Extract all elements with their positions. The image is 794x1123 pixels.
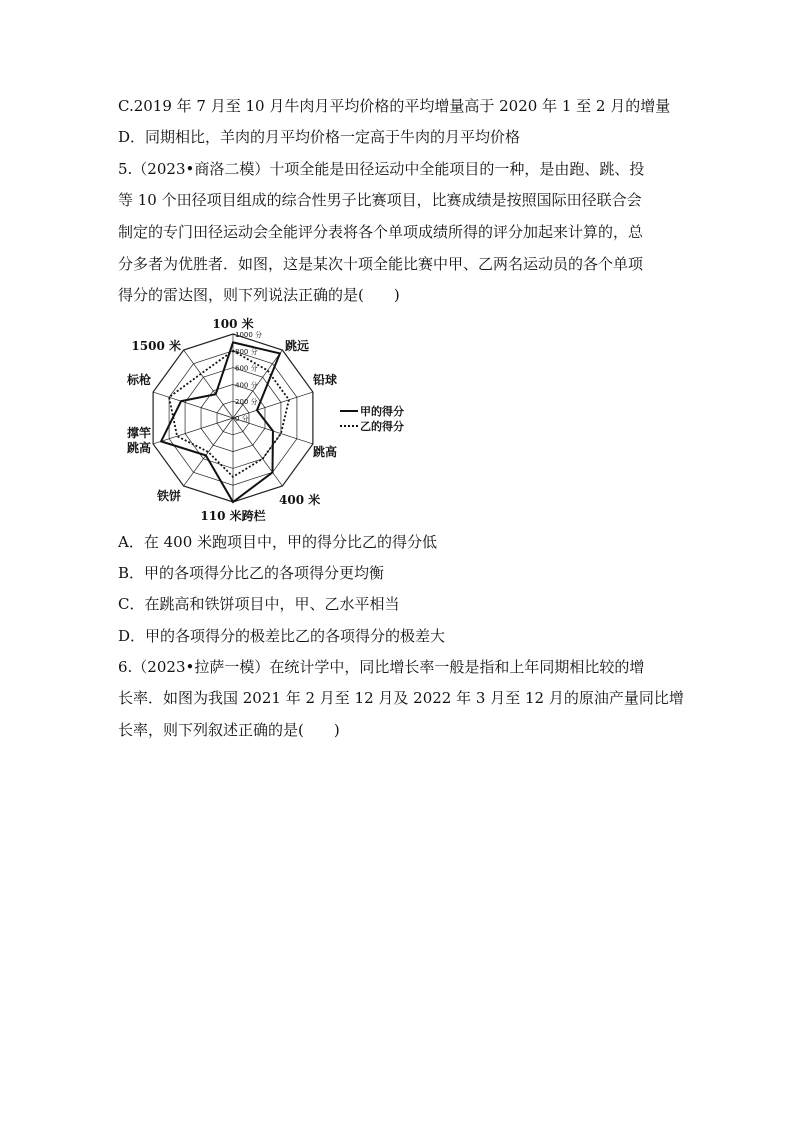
category-label: 标枪 <box>126 373 151 387</box>
question-6-line-3: 长率，则下列叙述正确的是( ) <box>118 721 340 739</box>
tick-label: 800 分 <box>235 347 258 356</box>
grid-spoke <box>184 418 233 486</box>
category-label: 撑竿 <box>126 426 151 440</box>
question-5-line-3: 制定的专门田径运动会全能评分表将各个单项成绩所得的评分加起来计算的，总 <box>118 223 644 241</box>
category-label: 110 米跨栏 <box>200 509 266 523</box>
option-a: A．在 400 米跑项目中，甲的得分比乙的得分低 <box>118 533 438 551</box>
tick-label: 1000 分 <box>235 331 263 339</box>
legend-label: 乙的得分 <box>360 420 404 433</box>
question-5-line-5: 得分的雷达图，则下列说法正确的是( ) <box>118 286 400 304</box>
tick-label: 200 分 <box>235 398 258 407</box>
option-c: C．在跳高和铁饼项目中，甲、乙水平相当 <box>118 595 400 613</box>
series-yi-line <box>169 351 289 477</box>
tick-label: 600 分 <box>235 364 258 373</box>
grid-spoke <box>153 392 233 418</box>
tick-label: 0 分 <box>235 415 249 423</box>
radar-chart <box>118 316 404 526</box>
question-6-line-2: 长率．如图为我国 2021 年 2 月至 12 月及 2022 年 3 月至 12 月的原油产量同比增 <box>118 689 684 707</box>
option-c-prev: C.2019 年 7 月至 10 月牛肉月平均价格的平均增量高于 2020 年 1 至 2 月的增量 <box>118 97 671 115</box>
question-5-line-4: 分多者为优胜者．如图，这是某次十项全能比赛中甲、乙两名运动员的各个单项 <box>118 255 644 273</box>
option-d: D．甲的各项得分的极差比乙的各项得分的极差大 <box>118 627 446 645</box>
category-label: 跳高 <box>313 445 338 459</box>
category-label: 跳远 <box>285 339 310 353</box>
question-6-line-1: 6.（2023•拉萨一模）在统计学中，同比增长率一般是指和上年同期相比较的增 <box>118 658 645 676</box>
radar-chart-svg <box>118 316 404 526</box>
question-5-line-2: 等 10 个田径项目组成的综合性男子比赛项目，比赛成绩是按照国际田径联合会 <box>118 191 642 209</box>
category-label: 100 米 <box>212 317 254 331</box>
option-b: B．甲的各项得分比乙的各项得分更均衡 <box>118 564 385 582</box>
option-d-prev: D．同期相比，羊肉的月平均价格一定高于牛肉的月平均价格 <box>118 128 521 146</box>
category-label: 400 米 <box>279 493 321 507</box>
category-label: 铁饼 <box>156 489 181 503</box>
tick-label: 400 分 <box>235 381 258 390</box>
question-5-line-1: 5.（2023•商洛二模）十项全能是田径运动中全能项目的一种，是由跑、跳、投 <box>118 160 645 178</box>
grid-spoke <box>184 350 233 418</box>
category-label: 铅球 <box>313 373 338 387</box>
grid-spoke <box>233 418 282 486</box>
category-label: 1500 米 <box>131 339 181 353</box>
category-label: 跳高 <box>126 441 151 455</box>
legend-label: 甲的得分 <box>360 405 404 418</box>
grid-spoke <box>153 418 233 444</box>
